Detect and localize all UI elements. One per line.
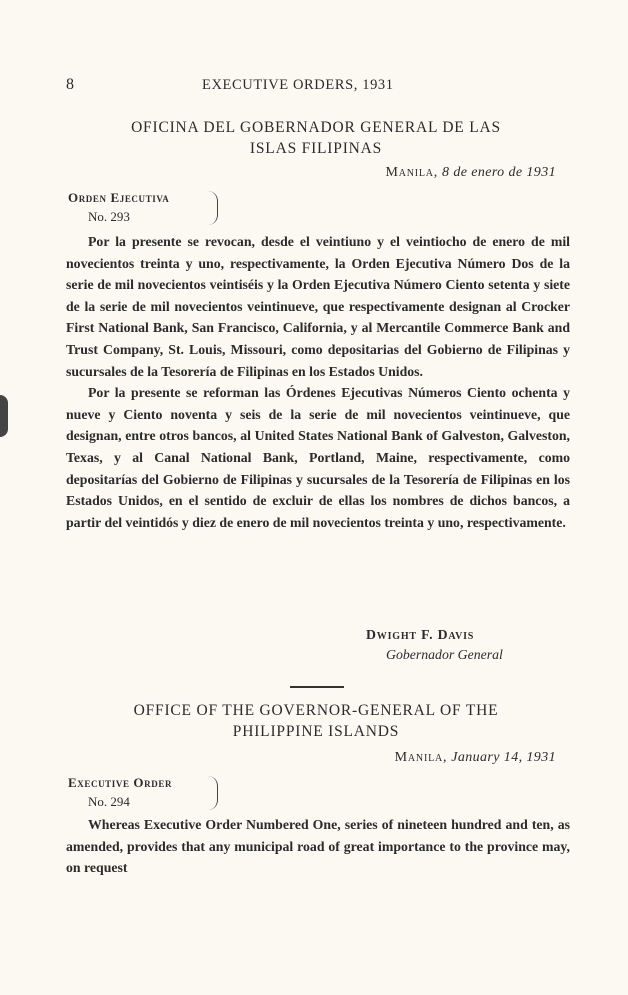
spanish-office-title-line1: OFICINA DEL GOBERNADOR GENERAL DE LAS: [131, 119, 501, 136]
english-office-title-line1: OFFICE OF THE GOVERNOR-GENERAL OF THE: [133, 702, 499, 719]
spanish-order-type: Orden Ejecutiva: [68, 190, 170, 205]
running-header: [66, 76, 568, 96]
signature-title: Gobernador General: [386, 647, 503, 662]
english-order-number: No. 294: [88, 794, 130, 809]
english-order-type: Executive Order: [68, 775, 173, 790]
spanish-order-label: [68, 188, 169, 226]
english-dateline: [395, 750, 556, 766]
english-office-title-line2: PHILIPPINE ISLANDS: [232, 723, 400, 740]
english-dateline-date: January 14, 1931: [451, 750, 556, 765]
page-number: 8: [66, 76, 75, 93]
english-order-label: [68, 773, 172, 811]
spanish-dateline: [385, 165, 556, 181]
spanish-paragraph-2: Por la presente se reforman las Órdenes Ejecutivas Números Ciento ochenta y nueve y Ciento noventa y seis de la serie de mil novecientos veintinueve, que designan, entre otros bancos, al United States National Bank of Galveston, Galveston, Texas, y al Canal National Bank, Portland, Maine, respectivamente, como depositarías del Gobierno de Filipinas y sucursales de la Tesorería de Filipinas en los Estados Unidos, en el sentido de excluir de ellas los nombres de dichos bancos, a partir del veintidós y diez de enero de mil novecientos treinta y uno, respectivamente.: [66, 385, 570, 530]
spanish-dateline-city: Manila,: [385, 165, 439, 180]
scan-edge-mark: [0, 395, 8, 437]
section-divider: [290, 686, 344, 688]
signature-name: Dwight F. Davis: [366, 627, 475, 642]
english-office-title: [66, 700, 566, 742]
english-dateline-city: Manila,: [394, 750, 448, 765]
spanish-signature: [360, 625, 560, 665]
english-order-body: [66, 814, 570, 879]
spanish-office-title-line2: ISLAS FILIPINAS: [249, 140, 383, 157]
spanish-order-brace: [208, 191, 218, 225]
spanish-order-body: [66, 231, 570, 533]
english-paragraph-1: Whereas Executive Order Numbered One, series of nineteen hundred and ten, as amended, provides that any municipal road of great importance to the province may, on request: [66, 817, 570, 876]
spanish-office-title: [66, 117, 566, 159]
spanish-order-number: No. 293: [88, 209, 130, 224]
english-order-brace: [208, 776, 218, 810]
spanish-paragraph-1: Por la presente se revocan, desde el veintiuno y el veintiocho de enero de mil novecientos treinta y uno, respectivamente, la Orden Ejecutiva Número Dos de la serie de mil novecientos veintiséis y la Orden Ejecutiva Número Ciento setenta y siete de la serie de mil novecientos veintinueve, que respectivamente designan al Crocker First National Bank, San Francisco, California, y al Mercantile Commerce Bank and Trust Company, St. Louis, Missouri, como depositarias del Gobierno de Filipinas y sucursales de la Tesorería de Filipinas en los Estados Unidos.: [66, 234, 570, 379]
spanish-dateline-date: 8 de enero de 1931: [442, 165, 556, 180]
running-title: EXECUTIVE ORDERS, 1931: [202, 77, 394, 93]
